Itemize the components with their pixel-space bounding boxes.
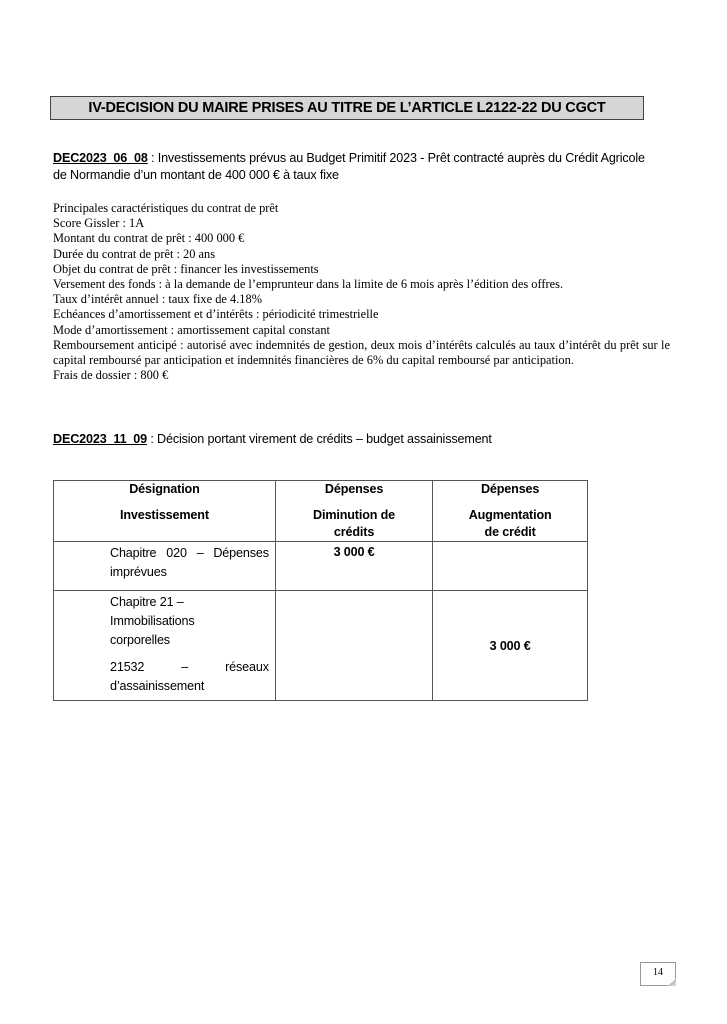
row-designation xyxy=(54,542,276,591)
header-increase xyxy=(433,481,588,542)
row-designation xyxy=(54,591,276,701)
page-number xyxy=(640,962,676,986)
header-sub-line: Diminution de xyxy=(313,508,396,522)
row-line: imprévues xyxy=(110,565,167,579)
row-increase xyxy=(433,591,588,701)
details-heading: Principales caractéristiques du contrat de prêt xyxy=(53,201,279,215)
decision-text: : Décision portant virement de crédits – budget assainissement xyxy=(147,432,492,446)
header-sub: Investissement xyxy=(119,508,209,522)
header-sub-line: de crédit xyxy=(484,525,536,539)
header-decrease xyxy=(275,481,432,542)
detail-duration: Durée du contrat de prêt : 20 ans xyxy=(53,246,216,261)
loan-details xyxy=(53,201,670,383)
table-header-row xyxy=(54,481,588,542)
section-title: IV-DECISION DU MAIRE PRISES AU TITRE DE L’ARTICLE L2122-22 DU CGCT xyxy=(50,96,644,120)
header-sub-line: Augmentation xyxy=(468,508,552,522)
table-row xyxy=(54,591,588,701)
row-line: Chapitre 020 – Dépenses xyxy=(110,546,269,560)
decision-text-cont: de Normandie d’un montant de 400 000 € à taux fixe xyxy=(53,168,339,182)
detail-schedule: Echéances d’amortissement et d’intérêts : périodicité trimestrielle xyxy=(53,307,379,322)
detail-amount: Montant du contrat de prêt : 400 000 € xyxy=(53,231,245,246)
detail-amortization: Mode d’amortissement : amortissement capital constant xyxy=(53,322,330,337)
detail-purpose: Objet du contrat de prêt : financer les investissements xyxy=(53,261,319,276)
row-line: corporelles xyxy=(110,633,170,647)
decision-ref: DEC2023_11_09 xyxy=(53,432,147,446)
page-curl-icon xyxy=(668,978,676,986)
decision-loan xyxy=(53,150,663,184)
header-sub-line: crédits xyxy=(333,525,375,539)
table-row xyxy=(54,542,588,591)
detail-score: Score Gissler : 1A xyxy=(53,216,145,231)
detail-disbursement: Versement des fonds : à la demande de l’emprunteur dans la limite de 6 mois après l’édition des offres. xyxy=(53,277,564,292)
decision-text: : Investissements prévus au Budget Primitif 2023 - Prêt contracté auprès du Crédit Agricole xyxy=(147,151,645,165)
row-decrease xyxy=(275,542,432,591)
header-title: Dépenses xyxy=(480,482,540,496)
header-sub xyxy=(276,507,432,541)
row-line: 21532 – réseaux xyxy=(110,660,269,674)
header-title: Désignation xyxy=(129,482,200,496)
amount-value: 3 000 € xyxy=(333,545,375,559)
decision-transfer xyxy=(53,431,663,448)
credit-transfer-table xyxy=(53,480,588,701)
detail-early-repayment: Remboursement anticipé : autorisé avec indemnités de gestion, deux mois d’intérêts calculés au taux d’intérêt du prêt sur le capital remboursé par anticipation et indemnités financières de 6% du capital remboursé par anticipation. xyxy=(53,337,670,368)
header-designation xyxy=(54,481,276,542)
header-title: Dépenses xyxy=(324,482,384,496)
row-line: Chapitre 21 – Immobilisations xyxy=(110,595,195,628)
amount-value: 3 000 € xyxy=(489,638,531,653)
row-increase xyxy=(433,542,588,591)
decision-ref: DEC2023_06_08 xyxy=(53,151,148,165)
detail-fees: Frais de dossier : 800 € xyxy=(53,368,169,383)
row-line: d’assainissement xyxy=(110,679,205,693)
row-decrease xyxy=(275,591,432,701)
header-sub xyxy=(433,507,587,541)
detail-rate: Taux d’intérêt annuel : taux fixe de 4.18% xyxy=(53,292,263,307)
page-number-text: 14 xyxy=(653,967,663,978)
